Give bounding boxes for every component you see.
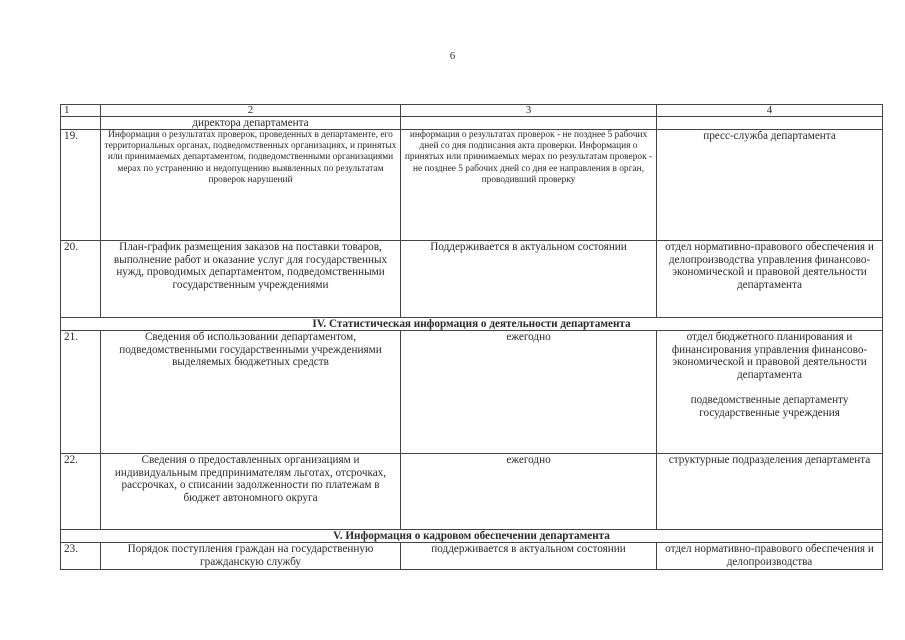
table-row [61,331,883,454]
header-col-1: 1 [61,105,101,117]
section-header-row [61,318,883,331]
row-info: Порядок поступления граждан на государственную гражданскую службу [101,543,401,570]
row-responsible-cell [657,331,883,454]
row-period: информация о результатах проверок - не позднее 5 рабочих дней со дня подписания акта проверки. Информация о принятых или принимаемых мерах по результатам проверок - не позднее 5 рабочих дней со дня ее направления в орган, проводивший проверку [401,130,657,241]
section-title: V. Информация о кадровом обеспечении департамента [61,530,883,543]
row-info: Сведения о предоставленных организациям и индивидуальным предпринимателям льготах, отсрочках, рассрочках, о списании задолженности по платежам в бюджет автономного округа [101,454,401,530]
row-info: План-график размещения заказов на поставки товаров, выполнение работ и оказание услуг для государственных нужд, проводимых департаментом, подведомственными государственным учреждениями [101,241,401,318]
row-info: Сведения об использовании департаментом, подведомственными государственными учреждениями выделяемых бюджетных средств [101,331,401,454]
row-info: Информация о результатах проверок, проведенных в департаменте, его территориальных органах, подведомственных организациях, и принятых или принимаемых департаментом, подведомственными организациями мерах по устранению и недопущению выявленных по результатам проверок нарушений [101,130,401,241]
page-number: 6 [449,50,456,62]
table-row [61,543,883,570]
header-col-2: 2 [101,105,401,117]
row-number: 20. [61,241,101,318]
cell-empty [61,117,101,130]
section-header-row [61,530,883,543]
header-col-4: 4 [657,105,883,117]
table-header-row [61,105,883,117]
header-col-3: 3 [401,105,657,117]
information-table [60,104,883,570]
table-row [61,130,883,241]
row-period: ежегодно [401,454,657,530]
section-title: IV. Статистическая информация о деятельности департамента [61,318,883,331]
row-number: 23. [61,543,101,570]
row-period: поддерживается в актуальном состоянии [401,543,657,570]
cell-empty [657,117,883,130]
row-period: ежегодно [401,331,657,454]
row-responsible: отдел нормативно-правового обеспечения и делопроизводства управления финансово-экономической и правовой деятельности департамента [657,241,883,318]
cell-continuation-text: директора департамента [101,117,401,130]
table-row [61,241,883,318]
row-number: 22. [61,454,101,530]
row-responsible: отдел бюджетного планирования и финансирования управления финансово-экономической и правовой деятельности департамента [671,331,868,381]
row-number: 21. [61,331,101,454]
row-responsible-secondary: подведомственные департаменту государственные учреждения [690,394,849,419]
row-responsible: структурные подразделения департамента [657,454,883,530]
table-row [61,454,883,530]
table-row-continuation [61,117,883,130]
row-responsible: пресс-служба департамента [657,130,883,241]
row-responsible: отдел нормативно-правового обеспечения и делопроизводства [657,543,883,570]
row-period: Поддерживается в актуальном состоянии [401,241,657,318]
cell-empty [401,117,657,130]
row-number: 19. [61,130,101,241]
